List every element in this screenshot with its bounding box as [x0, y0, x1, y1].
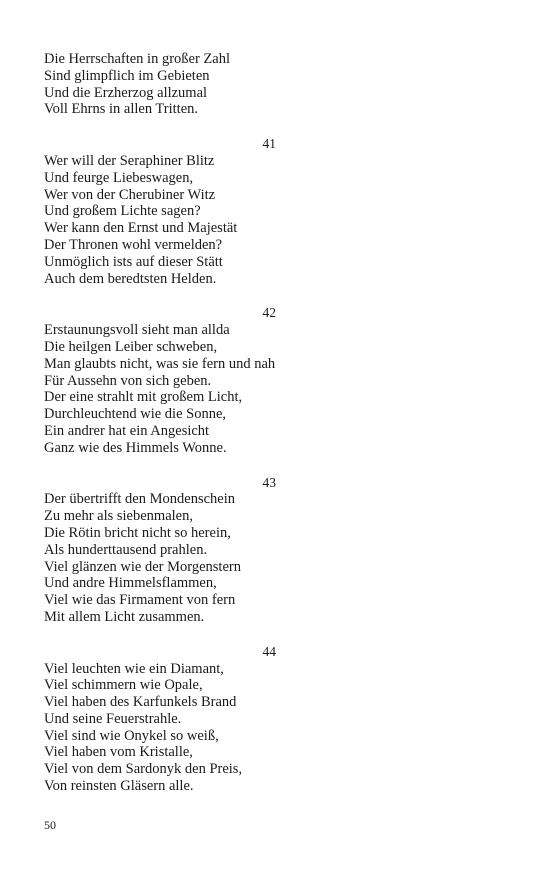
verse-line: Als hunderttausend prahlen.: [44, 541, 208, 558]
page-number: 50: [44, 818, 56, 832]
verse-line: Viel schimmern wie Opale,: [44, 677, 203, 694]
verse-line: Wer von der Cherubiner Witz: [44, 186, 216, 203]
verse-line: Wer will der Seraphiner Blitz: [44, 152, 215, 169]
verse-line: Die Rötin bricht nicht so herein,: [44, 524, 231, 541]
verse-line: Der eine strahlt mit großem Licht,: [44, 389, 243, 406]
verse-line: Wer kann den Ernst und Majestät: [44, 220, 238, 237]
verse-line: Der Thronen wohl vermelden?: [44, 236, 223, 253]
verse-text: [44, 51, 504, 813]
stanza: [44, 475, 504, 626]
verse-line: Von reinsten Gläsern alle.: [44, 778, 194, 795]
verse-line: Ganz wie des Himmels Wonne.: [44, 439, 227, 456]
verse-line: Und die Erzherzog allzumal: [44, 84, 208, 101]
verse-line: Durchleuchtend wie die Sonne,: [44, 406, 227, 423]
verse-line: Sind glimpflich im Gebieten: [44, 67, 210, 84]
stanza: [44, 305, 504, 456]
stanza-number: 43: [262, 474, 276, 490]
verse-line: Auch dem beredtsten Helden.: [44, 270, 217, 287]
verse-line: Unmöglich ists auf dieser Stätt: [44, 253, 223, 270]
verse-line: Viel haben des Karfunkels Brand: [44, 694, 237, 711]
verse-line: Viel von dem Sardonyk den Preis,: [44, 761, 243, 778]
verse-line: Zu mehr als siebenmalen,: [44, 508, 193, 525]
verse-line: Erstaunungsvoll sieht man allda: [44, 322, 230, 339]
stanza: [44, 644, 504, 795]
verse-line: Der übertrifft den Mondenschein: [44, 491, 235, 508]
verse-line: Voll Ehrns in allen Tritten.: [44, 101, 199, 118]
verse-line: Und feurge Liebeswagen,: [44, 169, 194, 186]
verse-line: Viel sind wie Onykel so weiß,: [44, 727, 219, 744]
verse-line: Viel haben vom Kristalle,: [44, 744, 193, 761]
stanza: [44, 136, 504, 287]
verse-line: Viel leuchten wie ein Diamant,: [44, 660, 224, 677]
verse-line: Für Aussehn von sich geben.: [44, 372, 212, 389]
verse-line: Viel wie das Firmament von fern: [44, 592, 236, 609]
stanza-number: 44: [262, 643, 276, 659]
verse-line: Die heilgen Leiber schweben,: [44, 338, 218, 355]
verse-line: Und großem Lichte sagen?: [44, 203, 201, 220]
verse-line: Man glaubts nicht, was sie fern und nah: [44, 355, 276, 372]
stanza: [44, 51, 504, 118]
verse-line: Die Herrschaften in großer Zahl: [44, 51, 231, 67]
verse-line: Und andre Himmelsflammen,: [44, 575, 217, 592]
verse-line: Mit allem Licht zusammen.: [44, 608, 205, 625]
stanza-number: 42: [262, 305, 276, 321]
stanza-number: 41: [262, 136, 276, 152]
verse-line: Viel glänzen wie der Morgenstern: [44, 558, 241, 575]
verse-line: Und seine Feuerstrahle.: [44, 710, 182, 727]
verse-line: Ein andrer hat ein Angesicht: [44, 422, 210, 439]
